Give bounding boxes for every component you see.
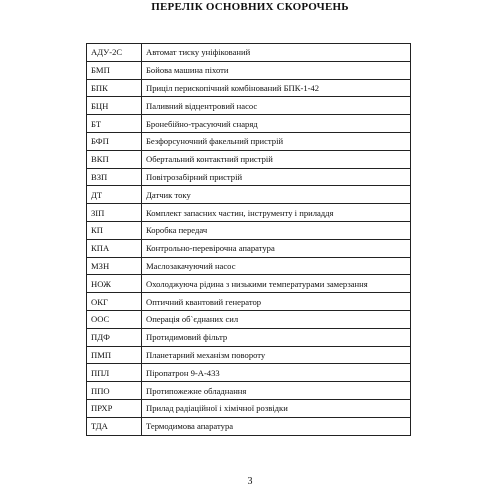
abbreviation-code: ВЗП xyxy=(87,168,142,186)
abbreviation-meaning: Обертальний контактний пристрій xyxy=(142,150,411,168)
table-row xyxy=(87,204,411,222)
abbreviation-code: ВКП xyxy=(87,150,142,168)
abbreviation-meaning: Бронебійно-трасуючий снаряд xyxy=(142,115,411,133)
abbreviation-code: ПДФ xyxy=(87,328,142,346)
abbreviation-meaning: Планетарний механізм повороту xyxy=(142,346,411,364)
abbreviation-code: ПМП xyxy=(87,346,142,364)
abbreviation-code: НОЖ xyxy=(87,275,142,293)
abbreviation-meaning: Прилад радіаційної і хімічної розвідки xyxy=(142,399,411,417)
abbreviation-code: КПА xyxy=(87,239,142,257)
abbreviation-code: БМП xyxy=(87,61,142,79)
table-row xyxy=(87,221,411,239)
abbreviation-code: БФП xyxy=(87,132,142,150)
abbreviation-meaning: Протипожежне обладнання xyxy=(142,382,411,400)
abbreviation-meaning: Маслозакачуючий насос xyxy=(142,257,411,275)
abbreviation-code: ППЛ xyxy=(87,364,142,382)
abbreviation-code: БПК xyxy=(87,79,142,97)
table-row xyxy=(87,293,411,311)
abbreviation-meaning: Паливний відцентровий насос xyxy=(142,97,411,115)
table-row xyxy=(87,382,411,400)
abbreviation-meaning: Піропатрон 9-А-433 xyxy=(142,364,411,382)
abbreviation-meaning: Контрольно-перевірочна апаратура xyxy=(142,239,411,257)
table-row xyxy=(87,61,411,79)
abbreviation-code: ОКГ xyxy=(87,293,142,311)
abbreviation-code: БЦН xyxy=(87,97,142,115)
table-row xyxy=(87,150,411,168)
abbreviation-meaning: Повітрозабірний пристрій xyxy=(142,168,411,186)
abbreviation-meaning: Автомат тиску уніфікований xyxy=(142,44,411,62)
table-row xyxy=(87,417,411,435)
abbreviation-code: КП xyxy=(87,221,142,239)
abbreviation-code: ПРХР xyxy=(87,399,142,417)
abbreviation-meaning: Охолоджуюча рідина з низькими температурами замерзання xyxy=(142,275,411,293)
abbreviation-meaning: Оптичний квантовий генератор xyxy=(142,293,411,311)
abbreviations-table xyxy=(86,43,411,436)
abbreviation-code: БТ xyxy=(87,115,142,133)
abbreviation-meaning: Датчик току xyxy=(142,186,411,204)
abbreviation-meaning: Бойова машина піхоти xyxy=(142,61,411,79)
table-row xyxy=(87,132,411,150)
table-row xyxy=(87,239,411,257)
abbreviation-meaning: Комплект запасних частин, інструменту і приладдя xyxy=(142,204,411,222)
abbreviation-code: ДТ xyxy=(87,186,142,204)
table-row xyxy=(87,115,411,133)
table-row xyxy=(87,346,411,364)
table-row xyxy=(87,364,411,382)
abbreviation-code: ТДА xyxy=(87,417,142,435)
table-row xyxy=(87,44,411,62)
abbreviation-meaning: Термодимова апаратура xyxy=(142,417,411,435)
abbreviation-code: ППО xyxy=(87,382,142,400)
table-row xyxy=(87,257,411,275)
abbreviation-code: ООС xyxy=(87,310,142,328)
abbreviation-meaning: Безфорсуночний факельний пристрій xyxy=(142,132,411,150)
abbreviation-meaning: Коробка передач xyxy=(142,221,411,239)
page-number: 3 xyxy=(247,476,253,487)
abbreviation-meaning: Операція об`єднаних сил xyxy=(142,310,411,328)
table-row xyxy=(87,168,411,186)
page-title: ПЕРЕЛІК ОСНОВНИХ СКОРОЧЕНЬ xyxy=(151,1,349,13)
abbreviations-table-body xyxy=(87,44,411,436)
table-row xyxy=(87,97,411,115)
table-row xyxy=(87,310,411,328)
abbreviation-meaning: Приціл перископічний комбінований БПК-1-42 xyxy=(142,79,411,97)
table-row xyxy=(87,186,411,204)
table-row xyxy=(87,328,411,346)
abbreviation-code: АДУ-2С xyxy=(87,44,142,62)
abbreviation-code: МЗН xyxy=(87,257,142,275)
abbreviation-meaning: Протидимовий фільтр xyxy=(142,328,411,346)
table-row xyxy=(87,399,411,417)
abbreviation-code: ЗІП xyxy=(87,204,142,222)
table-row xyxy=(87,275,411,293)
table-row xyxy=(87,79,411,97)
